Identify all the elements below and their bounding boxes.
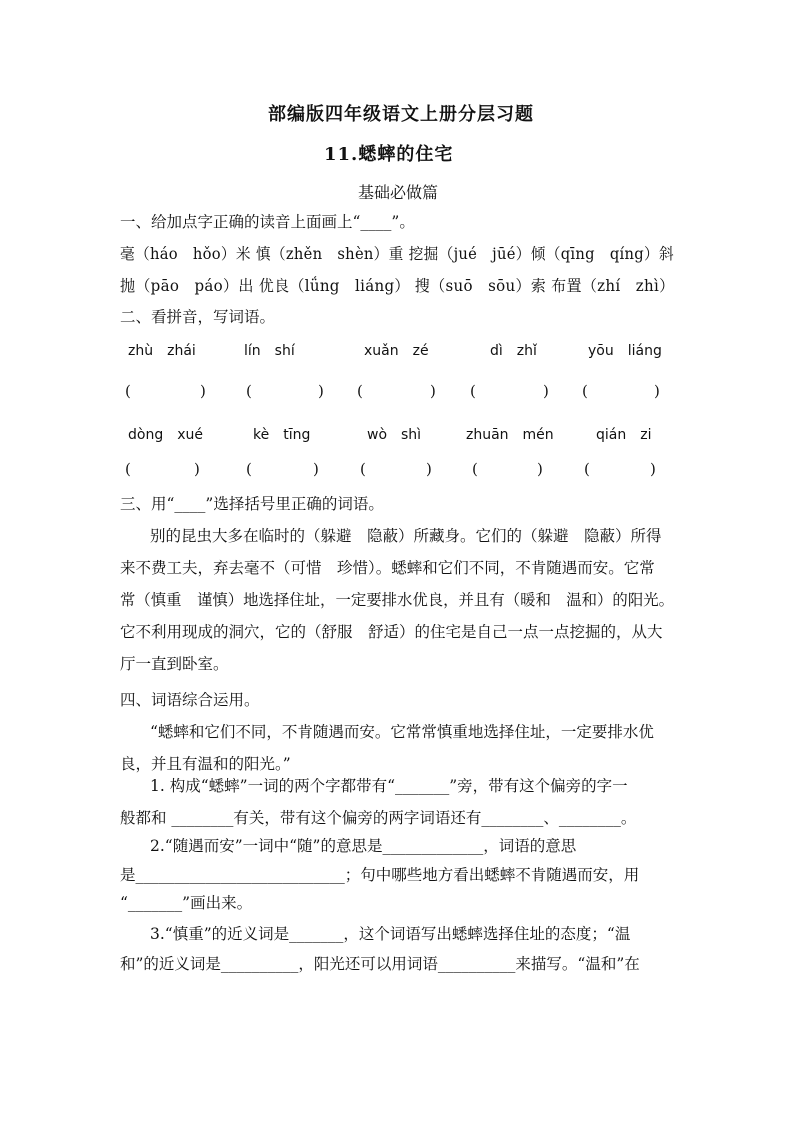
- q3-paragraph-line-4: 它不利用现成的洞穴，它的（舒服 舒适）的住宅是自己一点一点挖掘的，从大: [120, 623, 663, 641]
- answer-box-9-close: ): [537, 460, 543, 478]
- pinyin-9: zhuān mén: [466, 427, 554, 443]
- answer-box-8-close: ): [426, 460, 432, 478]
- pinyin-3: xuǎn zé: [364, 343, 429, 359]
- lesson-title: 11.蟋蟀的住宅: [324, 144, 454, 165]
- q4-quote-line-2: 良，并且有温和的阳光。”: [120, 755, 291, 773]
- pinyin-6: dòng xué: [128, 427, 203, 443]
- section-title: 基础必做篇: [358, 183, 439, 202]
- answer-box-10-close: ): [650, 460, 656, 478]
- q4-item2-line-1: 2.“随遇而安”一词中“随”的意思是_____________，词语的意思: [150, 837, 577, 855]
- answer-box-8-open: (: [360, 460, 366, 478]
- pinyin-1: zhù zhái: [128, 343, 196, 359]
- page-title: 部编版四年级语文上册分层习题: [268, 104, 534, 125]
- pinyin-5: yōu liáng: [588, 343, 662, 359]
- answer-box-9-open: (: [472, 460, 478, 478]
- answer-box-7-open: (: [246, 460, 252, 478]
- q3-paragraph-line-2: 来不费工夫，弃去毫不（可惜 珍惜）。蟋蟀和它们不同，不肯随遇而安。它常: [120, 559, 655, 577]
- pinyin-2: lín shí: [244, 343, 295, 359]
- q4-item3-line-1: 3.“慎重”的近义词是_______，这个词语写出蟋蟀选择住址的态度；“温: [150, 925, 631, 943]
- q1-line-1: 毫（háo hǒo）米 慎（zhěn shèn）重 挖掘（jué jūé）倾（qīng qíng）斜: [120, 245, 674, 263]
- answer-box-2-close: ): [318, 382, 324, 400]
- q3-paragraph-line-3: 常（慎重 谨慎）地选择住址，一定要排水优良，并且有（暖和 温和）的阳光。: [120, 591, 674, 609]
- q3-prompt: 三、用“____”选择括号里正确的词语。: [120, 495, 384, 513]
- q3-paragraph-line-5: 厅一直到卧室。: [120, 655, 229, 673]
- answer-box-4-open: (: [470, 382, 476, 400]
- answer-box-5-close: ): [654, 382, 660, 400]
- answer-box-6-close: ): [194, 460, 200, 478]
- q4-item1-line-2: 般都和 ________有关，带有这个偏旁的两字词语还有________、________。: [120, 809, 637, 827]
- q1-prompt: 一、给加点字正确的读音上面画上“____”。: [120, 213, 415, 231]
- answer-box-1-open: (: [125, 382, 131, 400]
- pinyin-4: dì zhǐ: [490, 343, 537, 359]
- q2-prompt: 二、看拼音，写词语。: [120, 308, 276, 326]
- answer-box-1-close: ): [200, 382, 206, 400]
- q4-item2-line-3: “_______”画出来。: [120, 894, 253, 912]
- answer-box-4-close: ): [543, 382, 549, 400]
- q3-paragraph-line-1: 别的昆虫大多在临时的（躲避 隐蔽）所藏身。它们的（躲避 隐蔽）所得: [150, 527, 662, 545]
- q4-item1-line-1: 1. 构成“蟋蟀”一词的两个字都带有“_______”旁，带有这个偏旁的字一: [150, 777, 628, 795]
- pinyin-10: qián zi: [596, 427, 652, 443]
- q4-item3-line-2: 和”的近义词是__________，阳光还可以用词语__________来描写。“温和”在: [120, 955, 640, 973]
- answer-box-5-open: (: [582, 382, 588, 400]
- answer-box-3-close: ): [430, 382, 436, 400]
- q4-item2-line-2: 是___________________________；句中哪些地方看出蟋蟀不肯随遇而安，用: [120, 866, 640, 884]
- answer-box-2-open: (: [246, 382, 252, 400]
- answer-box-6-open: (: [125, 460, 131, 478]
- q4-quote-line-1: “蟋蟀和它们不同，不肯随遇而安。它常常慎重地选择住址，一定要排水优: [150, 723, 654, 741]
- answer-box-7-close: ): [313, 460, 319, 478]
- q1-line-2: 抛（pāo páo）出 优良（lǘng liáng） 搜（suō sōu）索 布置（zhí zhì）: [120, 277, 675, 295]
- q4-prompt: 四、词语综合运用。: [120, 691, 260, 709]
- pinyin-8: wò shì: [367, 427, 422, 443]
- pinyin-7: kè tīng: [253, 427, 311, 443]
- answer-box-3-open: (: [357, 382, 363, 400]
- answer-box-10-open: (: [584, 460, 590, 478]
